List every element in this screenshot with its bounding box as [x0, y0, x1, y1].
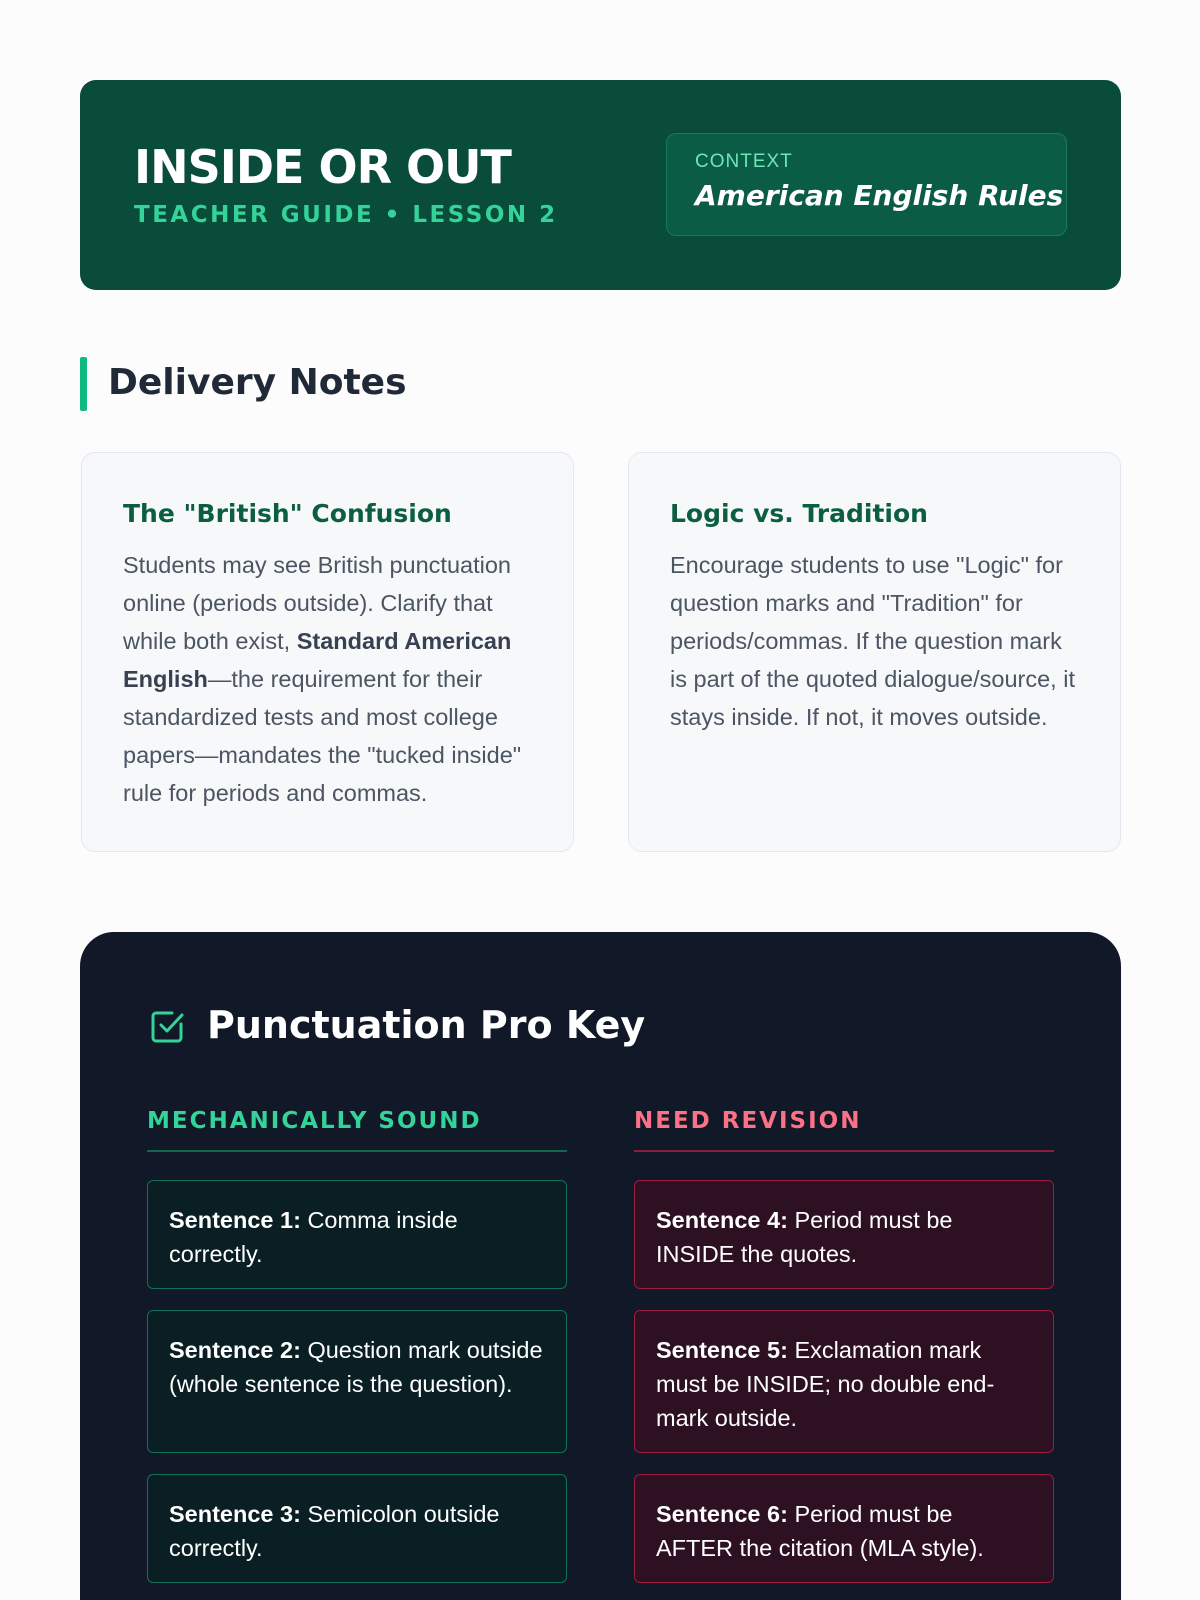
- answer-label: Sentence 4:: [656, 1207, 788, 1233]
- context-box: [666, 133, 1067, 236]
- page-title: INSIDE OR OUT: [134, 140, 511, 194]
- answer-item-sound: [147, 1180, 567, 1289]
- answer-text: Period must be INSIDE the quotes.: [656, 1207, 953, 1267]
- answer-item-revision: [634, 1180, 1054, 1289]
- answer-text: Exclamation mark must be INSIDE; no double end-mark outside.: [656, 1337, 995, 1431]
- answer-text: Question mark outside (whole sentence is the question).: [169, 1337, 543, 1397]
- note-body-text: —the requirement for their standardized tests and most college papers—mandates the "tucked inside" rule for periods and commas.: [123, 666, 522, 806]
- note-body: Encourage students to use "Logic" for question marks and "Tradition" for periods/commas. If the question mark is part of the quoted dialogue/source, it stays inside. If not, it moves outside.: [670, 552, 1075, 730]
- header-banner: [80, 80, 1121, 290]
- context-value: American English Rules: [695, 179, 1064, 212]
- answer-item-revision: [634, 1474, 1054, 1583]
- page-subtitle: TEACHER GUIDE • LESSON 2: [134, 202, 558, 228]
- answer-label: Sentence 2:: [169, 1337, 301, 1363]
- answer-item-sound: [147, 1474, 567, 1583]
- note-card-british-confusion: [81, 452, 574, 852]
- section-title: Delivery Notes: [108, 362, 407, 403]
- note-card-logic-vs-tradition: [628, 452, 1121, 852]
- answer-item-sound: [147, 1310, 567, 1453]
- section-accent-bar: [80, 357, 87, 411]
- answer-label: Sentence 1:: [169, 1207, 301, 1233]
- note-title: Logic vs. Tradition: [670, 499, 928, 528]
- answer-text: Period must be AFTER the citation (MLA style).: [656, 1501, 984, 1561]
- answer-text: Comma inside correctly.: [169, 1207, 458, 1267]
- answer-label: Sentence 5:: [656, 1337, 788, 1363]
- answer-label: Sentence 6:: [656, 1501, 788, 1527]
- answer-label: Sentence 3:: [169, 1501, 301, 1527]
- key-title: Punctuation Pro Key: [207, 1003, 646, 1047]
- punctuation-key-panel: [80, 932, 1121, 1600]
- note-title: The "British" Confusion: [123, 499, 452, 528]
- column-heading-sound: MECHANICALLY SOUND: [147, 1108, 567, 1152]
- note-body: [123, 546, 533, 812]
- answer-text: Semicolon outside correctly.: [169, 1501, 500, 1561]
- context-label: CONTEXT: [695, 151, 793, 172]
- answer-item-revision: [634, 1310, 1054, 1453]
- checkbox-icon: [148, 1007, 186, 1045]
- note-body-emphasis: Standard American English: [123, 628, 512, 692]
- column-heading-revision: NEED REVISION: [634, 1108, 1054, 1152]
- note-body-text: Students may see British punctuation online (periods outside). Clarify that while both exist,: [123, 552, 511, 654]
